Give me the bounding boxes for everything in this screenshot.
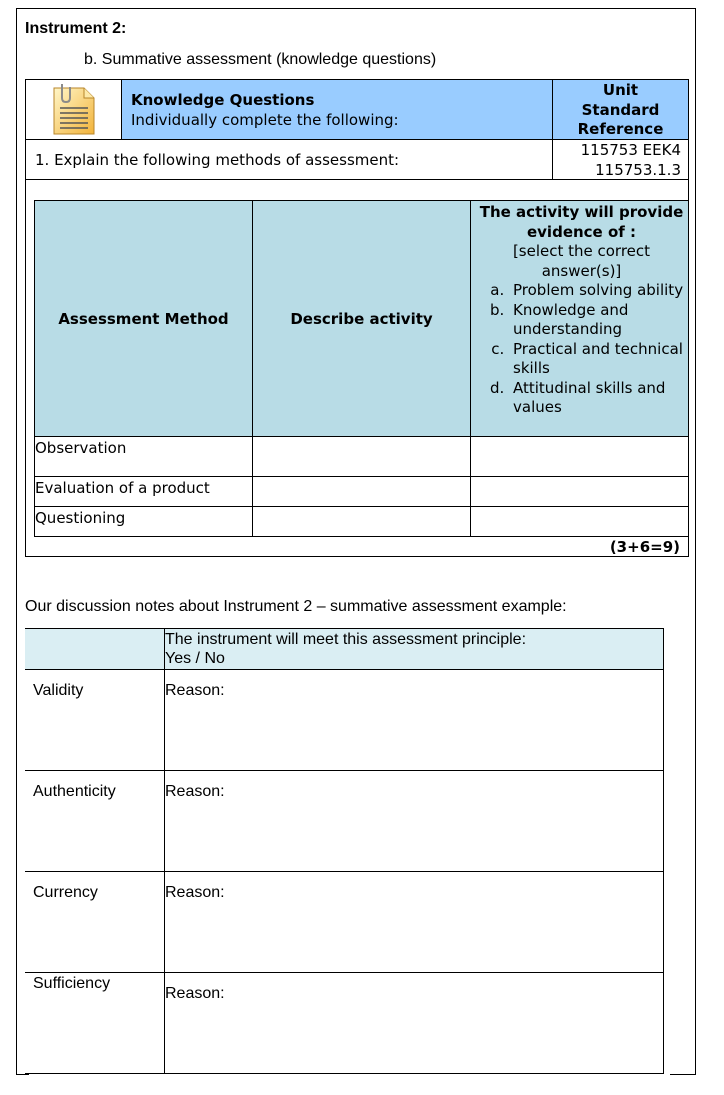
section-label: b. Summative assessment (knowledge questions) <box>84 51 437 68</box>
evidence-option: a. Problem solving ability <box>509 281 684 301</box>
table-row <box>35 477 689 507</box>
knowledge-icon-cell <box>26 80 122 139</box>
question-text: 1. Explain the following methods of assessment: <box>35 151 400 169</box>
score-total: (3+6=9) <box>609 538 680 556</box>
knowledge-title: Knowledge Questions <box>131 91 315 109</box>
describe-activity-cell[interactable] <box>253 507 471 537</box>
principle-authenticity: Authenticity <box>25 771 165 872</box>
evidence-cell[interactable] <box>471 477 689 507</box>
notepad-icon <box>26 80 121 139</box>
instrument-title: Instrument 2: <box>25 20 127 37</box>
evidence-option: b. Knowledge and understanding <box>509 301 684 340</box>
principle-row <box>25 872 664 973</box>
header-describe-activity: Describe activity <box>253 201 471 437</box>
reason-field[interactable]: Reason: <box>165 771 664 872</box>
ref-header-line: Standard <box>581 100 660 119</box>
unit-standard-reference-header <box>553 81 688 140</box>
evidence-cell[interactable] <box>471 437 689 477</box>
discussion-table <box>25 628 664 1074</box>
evidence-heading: The activity will provide evidence of : <box>479 203 684 241</box>
header-assessment-method: Assessment Method <box>35 201 253 437</box>
evidence-cell[interactable] <box>471 507 689 537</box>
evidence-option: d. Attitudinal skills and values <box>509 379 684 418</box>
knowledge-subtitle: Individually complete the following: <box>131 111 399 129</box>
discussion-title: Our discussion notes about Instrument 2 – summative assessment example: <box>25 598 567 615</box>
evidence-option: c. Practical and technical skills <box>509 340 684 379</box>
evidence-instruction: [select the correct answer(s)] <box>512 242 651 280</box>
describe-activity-cell[interactable] <box>253 437 471 477</box>
method-observation: Observation <box>35 437 253 477</box>
ref-header-line: Reference <box>577 120 664 138</box>
principle-row <box>25 973 664 1074</box>
page-border-bottom-right <box>670 1074 695 1075</box>
table-row <box>35 437 689 477</box>
describe-activity-cell[interactable] <box>253 477 471 507</box>
reason-field[interactable]: Reason: <box>165 973 664 1074</box>
method-evaluation: Evaluation of a product <box>35 477 253 507</box>
discussion-header: The instrument will meet this assessment principle: Yes / No <box>165 629 664 670</box>
principle-validity: Validity <box>25 670 165 771</box>
page-border-bottom <box>16 1074 29 1075</box>
header-evidence <box>471 201 689 437</box>
assessment-methods-table <box>34 200 689 537</box>
discussion-header-blank <box>25 629 165 670</box>
question-reference <box>553 141 681 180</box>
method-questioning: Questioning <box>35 507 253 537</box>
principle-row <box>25 670 664 771</box>
ref-line: 115753 EEK4 <box>580 141 681 159</box>
ref-header-line: Unit <box>602 81 639 99</box>
reason-field[interactable]: Reason: <box>165 670 664 771</box>
principle-row <box>25 771 664 872</box>
reason-field[interactable]: Reason: <box>165 872 664 973</box>
principle-currency: Currency <box>25 872 165 973</box>
evidence-options <box>479 281 684 418</box>
table-row <box>35 507 689 537</box>
ref-line: 115753.1.3 <box>595 160 681 179</box>
principle-sufficiency: Sufficiency <box>25 973 165 1074</box>
